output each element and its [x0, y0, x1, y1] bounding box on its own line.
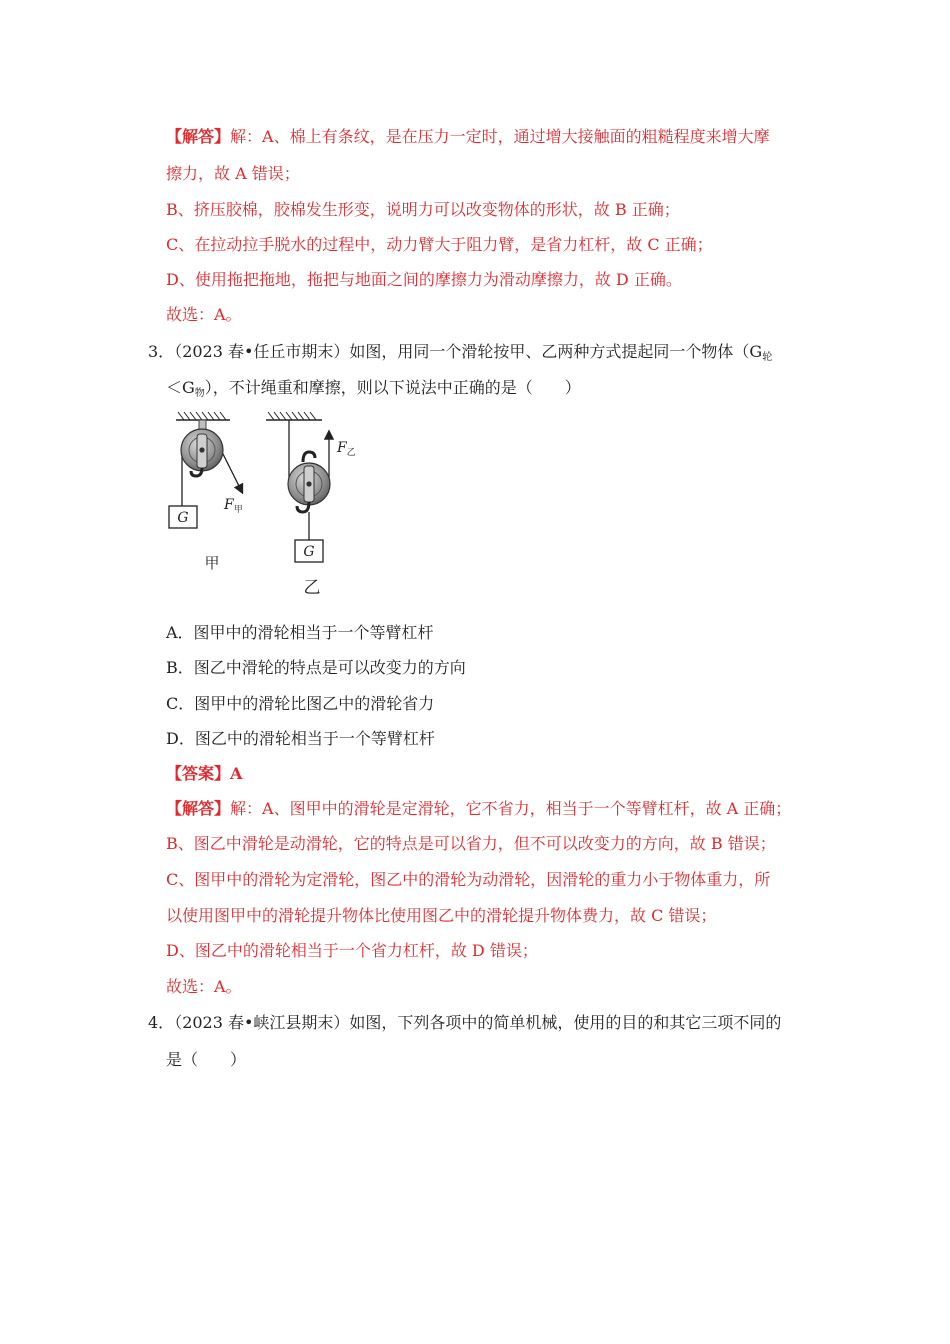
q3-number: 3． — [148, 342, 175, 361]
ceiling-hatch-jia — [176, 412, 230, 420]
q4-stem-line-2: 是（ ） — [166, 1050, 247, 1069]
weight-label-jia: G — [177, 510, 189, 526]
weight-label-yi: G — [303, 544, 315, 560]
q2-explanation-line-1: 【解答】解：A、棉上有条纹，是在压力一定时，通过增大接触面的粗糙程度来增大摩 — [166, 127, 770, 146]
q3-option-c: C．图甲中的滑轮比图乙中的滑轮省力 — [166, 694, 435, 713]
q3-answer-label: 【答案】 — [166, 764, 231, 783]
q3-stem-line-2: $<G_物$），不计绳重和摩擦，则以下说法中正确的是（ ） — [166, 378, 581, 399]
force-label-jia: $F_甲$ — [224, 497, 243, 515]
figure-label-jia: 甲 — [204, 554, 220, 572]
movable-pulley-diagram — [266, 412, 356, 598]
q3-option-d: D．图乙中的滑轮相当于一个等臂杠杆 — [166, 729, 435, 748]
q3-explanation-line-2: B、图乙中滑轮是动滑轮，它的特点是可以省力，但不可以改变力的方向，故 B 错误； — [166, 834, 776, 853]
top-hook-yi — [303, 452, 315, 462]
pulley-figure — [160, 408, 380, 600]
fixed-pulley-diagram — [169, 412, 243, 572]
q3-explanation-line-5: D、图乙中的滑轮相当于一个省力杠杆，故 D 错误； — [166, 941, 538, 960]
ceiling-hatch-yi — [266, 412, 322, 420]
q2-explanation-line-3: B、挤压胶棉，胶棉发生形变，说明力可以改变物体的形状，故 B 正确； — [166, 200, 680, 219]
q3-answer — [166, 764, 242, 784]
q3-explanation-line-6: 故选：A。 — [166, 977, 242, 996]
q3-explanation-label: 【解答】 — [166, 799, 231, 818]
figure-label-yi: 乙 — [303, 578, 321, 598]
q3-option-a: A．图甲中的滑轮相当于一个等臂杠杆 — [166, 623, 434, 642]
q2-explanation-line-4: C、在拉动拉手脱水的过程中，动力臂大于阻力臂，是省力杠杆，故 C 正确； — [166, 235, 713, 254]
q2-explanation-line-2: 擦力，故 A 错误； — [166, 164, 300, 183]
q4-number: 4． — [148, 1013, 175, 1032]
q3-explanation-line-4: 以使用图甲中的滑轮提升物体比使用图乙中的滑轮提升物体费力，故 C 错误； — [166, 906, 717, 925]
q4-stem-line-1: 4．（2023 春•峡江县期末）如图，下列各项中的简单机械，使用的目的和其它三项不同的 — [148, 1013, 782, 1032]
q2-explanation-line-5: D、使用拖把拖地，拖把与地面之间的摩擦力为滑动摩擦力，故 D 正确。 — [166, 270, 682, 289]
q2-explanation-line-6: 故选：A。 — [166, 305, 242, 324]
q3-explanation-line-1: 【解答】解：A、图甲中的滑轮是定滑轮，它不省力，相当于一个等臂杠杆，故 A 正确； — [166, 799, 792, 818]
q3-answer-value: A — [230, 764, 243, 783]
pull-force-arrow-jia — [222, 452, 242, 492]
q3-stem-line-1: 3．（2023 春•任丘市期末）如图，用同一个滑轮按甲、乙两种方式提起同一个物体（$G_轮$ — [148, 342, 773, 363]
force-label-yi: $F_乙$ — [337, 440, 356, 458]
q3-option-b: B．图乙中滑轮的特点是可以改变力的方向 — [166, 658, 466, 677]
q2-explanation-label: 【解答】 — [166, 127, 231, 146]
q3-explanation-line-3: C、图甲中的滑轮为定滑轮，图乙中的滑轮为动滑轮，因滑轮的重力小于物体重力，所 — [166, 870, 771, 889]
